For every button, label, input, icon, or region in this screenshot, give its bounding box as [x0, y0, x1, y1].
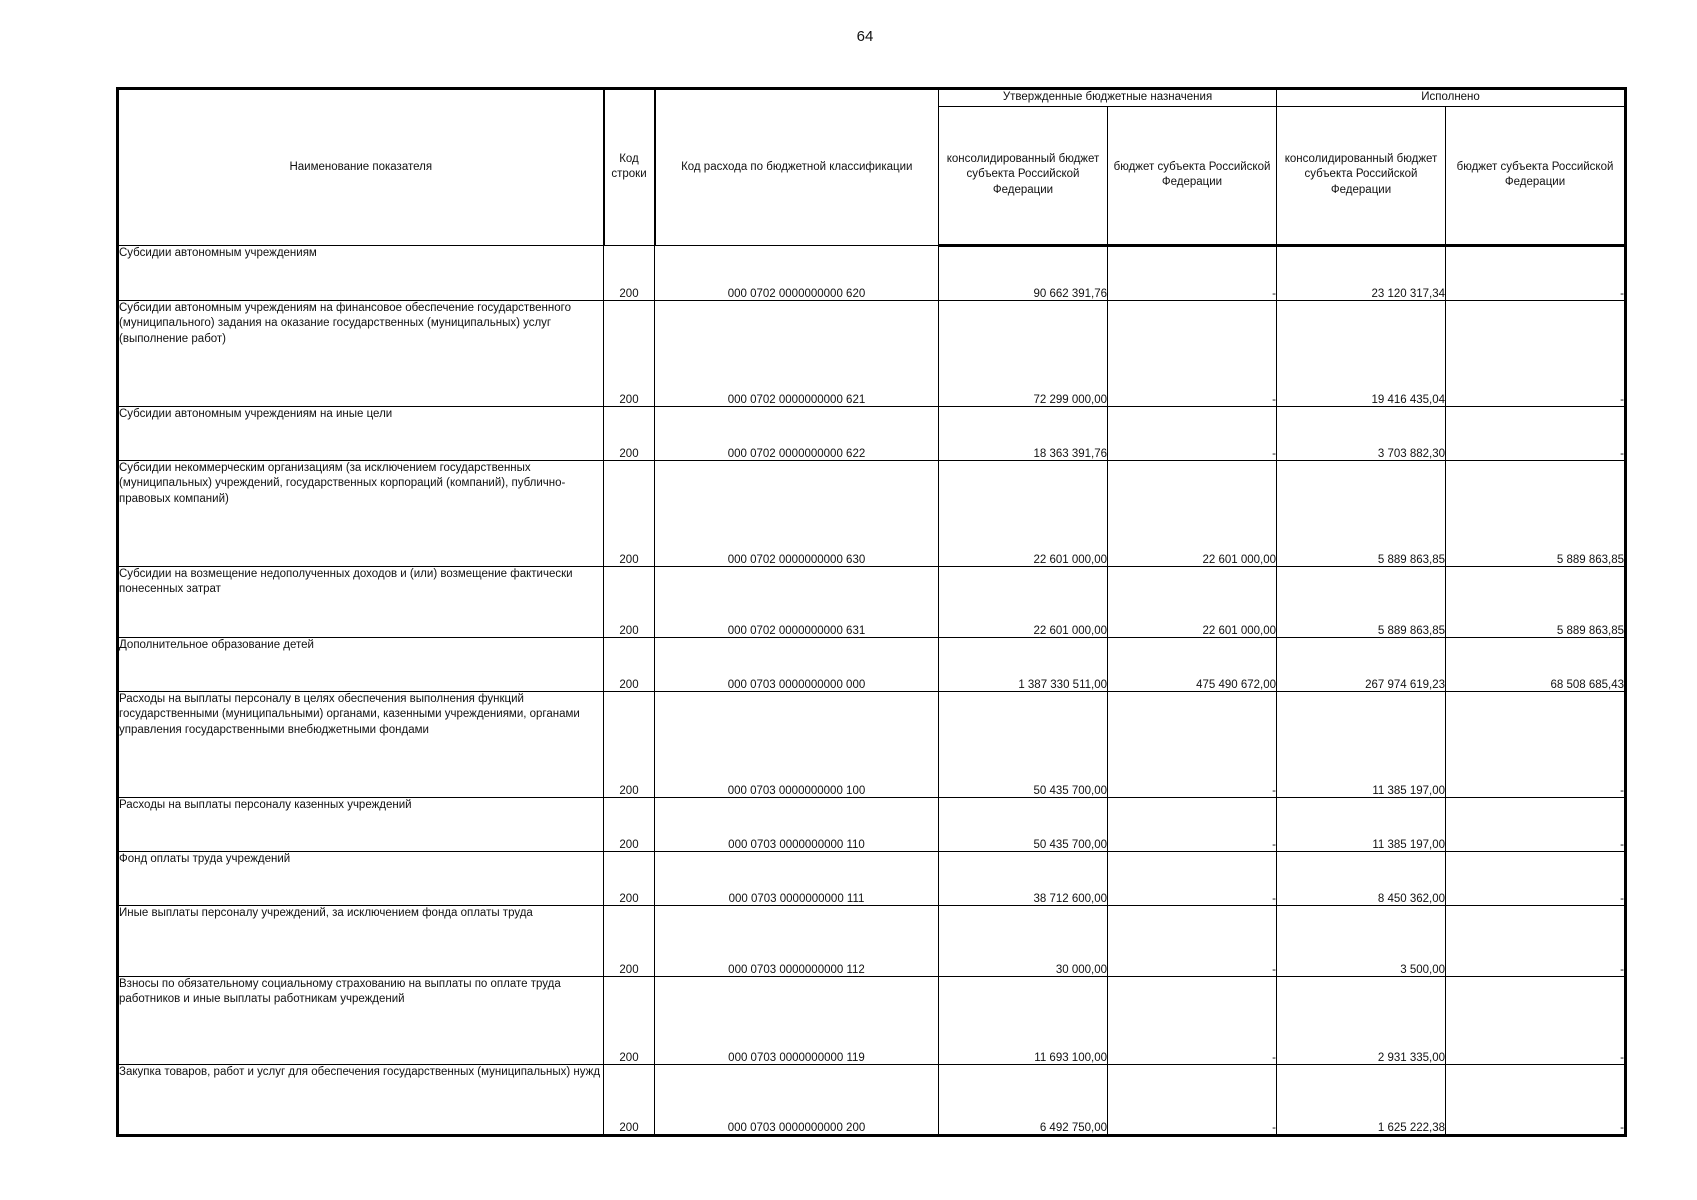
row-approved-consolidated: 72 299 000,00: [939, 300, 1108, 406]
row-name: Дополнительное образование детей: [118, 637, 604, 691]
row-executed-consolidated: 8 450 362,00: [1277, 851, 1446, 905]
column-header-name: Наименование показателя: [118, 89, 604, 246]
table-row: [118, 300, 1626, 406]
row-code: 200: [604, 566, 655, 637]
row-name: Субсидии автономным учреждениям на финансовое обеспечение государственного (муниципального) задания на оказание государственных (муниципальных) услуг (выполнение работ): [118, 300, 604, 406]
table-row: [118, 905, 1626, 976]
row-executed-subject: -: [1446, 406, 1626, 460]
row-name: Субсидии автономным учреждениям: [118, 245, 604, 300]
table-row: [118, 637, 1626, 691]
row-name: Субсидии автономным учреждениям на иные цели: [118, 406, 604, 460]
row-name: Иные выплаты персоналу учреждений, за исключением фонда оплаты труда: [118, 905, 604, 976]
row-code: 200: [604, 406, 655, 460]
row-name: Фонд оплаты труда учреждений: [118, 851, 604, 905]
row-classification-code: 000 0703 0000000000 200: [655, 1064, 939, 1135]
row-code: 200: [604, 300, 655, 406]
row-executed-subject: -: [1446, 300, 1626, 406]
row-executed-consolidated: 3 500,00: [1277, 905, 1446, 976]
row-classification-code: 000 0703 0000000000 110: [655, 797, 939, 851]
row-approved-consolidated: 22 601 000,00: [939, 566, 1108, 637]
row-code: 200: [604, 851, 655, 905]
column-header-executed-subject: бюджет субъекта Российской Федерации: [1446, 106, 1626, 245]
row-approved-consolidated: 90 662 391,76: [939, 245, 1108, 300]
row-executed-consolidated: 2 931 335,00: [1277, 976, 1446, 1064]
row-approved-consolidated: 11 693 100,00: [939, 976, 1108, 1064]
row-approved-subject: 22 601 000,00: [1108, 566, 1277, 637]
row-approved-subject: -: [1108, 797, 1277, 851]
table-row: [118, 851, 1626, 905]
row-name: Расходы на выплаты персоналу в целях обеспечения выполнения функций государственными (муниципальными) органами, казенными учреждениями, органами управления государственными внебюджетными фондами: [118, 691, 604, 797]
row-executed-consolidated: 23 120 317,34: [1277, 245, 1446, 300]
row-approved-subject: -: [1108, 300, 1277, 406]
row-name: Закупка товаров, работ и услуг для обеспечения государственных (муниципальных) нужд: [118, 1064, 604, 1135]
table-row: [118, 691, 1626, 797]
row-approved-consolidated: 22 601 000,00: [939, 460, 1108, 566]
row-executed-subject: 5 889 863,85: [1446, 566, 1626, 637]
row-executed-consolidated: 3 703 882,30: [1277, 406, 1446, 460]
row-executed-consolidated: 1 625 222,38: [1277, 1064, 1446, 1135]
row-executed-subject: -: [1446, 905, 1626, 976]
table-row: [118, 406, 1626, 460]
row-name: Субсидии некоммерческим организациям (за исключением государственных (муниципальных) учреждений, государственных корпораций (компаний), публично-правовых компаний): [118, 460, 604, 566]
row-executed-subject: -: [1446, 797, 1626, 851]
row-code: 200: [604, 905, 655, 976]
row-approved-consolidated: 6 492 750,00: [939, 1064, 1108, 1135]
group-header-executed: Исполнено: [1277, 89, 1626, 107]
row-classification-code: 000 0702 0000000000 620: [655, 245, 939, 300]
row-classification-code: 000 0702 0000000000 631: [655, 566, 939, 637]
row-executed-consolidated: 5 889 863,85: [1277, 566, 1446, 637]
row-approved-subject: -: [1108, 691, 1277, 797]
row-executed-consolidated: 19 416 435,04: [1277, 300, 1446, 406]
row-approved-subject: -: [1108, 905, 1277, 976]
row-classification-code: 000 0703 0000000000 000: [655, 637, 939, 691]
row-classification-code: 000 0702 0000000000 622: [655, 406, 939, 460]
column-header-code: Код строки: [604, 89, 655, 246]
row-classification-code: 000 0702 0000000000 630: [655, 460, 939, 566]
table-row: [118, 1064, 1626, 1135]
row-executed-subject: -: [1446, 976, 1626, 1064]
column-header-approved-subject: бюджет субъекта Российской Федерации: [1108, 106, 1277, 245]
row-executed-subject: -: [1446, 245, 1626, 300]
page-number: 64: [856, 28, 874, 45]
row-executed-consolidated: 11 385 197,00: [1277, 797, 1446, 851]
row-approved-consolidated: 18 363 391,76: [939, 406, 1108, 460]
row-name: Расходы на выплаты персоналу казенных учреждений: [118, 797, 604, 851]
column-header-executed-consolidated: консолидированный бюджет субъекта Российской Федерации: [1277, 106, 1446, 245]
row-executed-subject: 5 889 863,85: [1446, 460, 1626, 566]
table-row: [118, 245, 1626, 300]
row-classification-code: 000 0702 0000000000 621: [655, 300, 939, 406]
row-approved-consolidated: 1 387 330 511,00: [939, 637, 1108, 691]
row-approved-subject: -: [1108, 976, 1277, 1064]
row-approved-subject: 475 490 672,00: [1108, 637, 1277, 691]
row-classification-code: 000 0703 0000000000 112: [655, 905, 939, 976]
column-header-approved-consolidated: консолидированный бюджет субъекта Российской Федерации: [939, 106, 1108, 245]
row-classification-code: 000 0703 0000000000 119: [655, 976, 939, 1064]
budget-table: [116, 87, 1627, 1137]
row-name: Взносы по обязательному социальному страхованию на выплаты по оплате труда работников и иные выплаты работникам учреждений: [118, 976, 604, 1064]
row-code: 200: [604, 460, 655, 566]
table-row: [118, 797, 1626, 851]
row-approved-subject: -: [1108, 406, 1277, 460]
group-header-approved: Утвержденные бюджетные назначения: [939, 89, 1277, 107]
table-row: [118, 976, 1626, 1064]
row-executed-subject: -: [1446, 691, 1626, 797]
row-approved-consolidated: 38 712 600,00: [939, 851, 1108, 905]
row-approved-consolidated: 30 000,00: [939, 905, 1108, 976]
row-approved-consolidated: 50 435 700,00: [939, 797, 1108, 851]
row-code: 200: [604, 1064, 655, 1135]
row-name: Субсидии на возмещение недополученных доходов и (или) возмещение фактически понесенных затрат: [118, 566, 604, 637]
row-executed-subject: -: [1446, 1064, 1626, 1135]
row-code: 200: [604, 691, 655, 797]
row-code: 200: [604, 976, 655, 1064]
table-row: [118, 566, 1626, 637]
row-executed-consolidated: 267 974 619,23: [1277, 637, 1446, 691]
row-approved-subject: -: [1108, 245, 1277, 300]
row-executed-consolidated: 11 385 197,00: [1277, 691, 1446, 797]
row-classification-code: 000 0703 0000000000 111: [655, 851, 939, 905]
row-executed-consolidated: 5 889 863,85: [1277, 460, 1446, 566]
row-classification-code: 000 0703 0000000000 100: [655, 691, 939, 797]
row-approved-subject: -: [1108, 851, 1277, 905]
row-code: 200: [604, 637, 655, 691]
table-row: [118, 460, 1626, 566]
row-approved-subject: -: [1108, 1064, 1277, 1135]
row-executed-subject: -: [1446, 851, 1626, 905]
row-approved-subject: 22 601 000,00: [1108, 460, 1277, 566]
row-executed-subject: 68 508 685,43: [1446, 637, 1626, 691]
column-header-classification: Код расхода по бюджетной классификации: [655, 89, 939, 246]
row-approved-consolidated: 50 435 700,00: [939, 691, 1108, 797]
row-code: 200: [604, 245, 655, 300]
row-code: 200: [604, 797, 655, 851]
